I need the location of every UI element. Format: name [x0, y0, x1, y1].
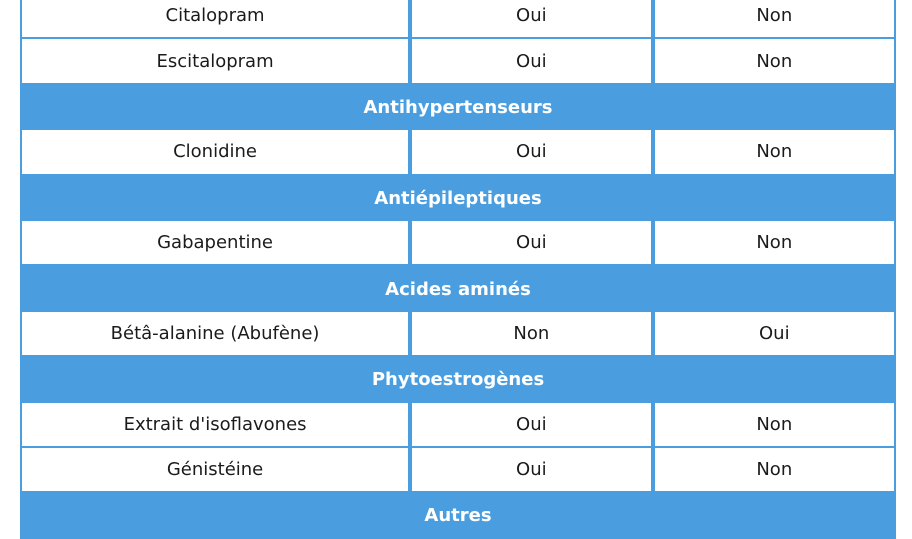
- section-header: Antihypertenseurs: [20, 85, 896, 130]
- table-row: [20, 403, 896, 448]
- drug-name-cell: Clonidine: [22, 130, 410, 173]
- drug-name-cell: Génistéine: [22, 448, 410, 491]
- yes-no-cell: Oui: [412, 221, 652, 264]
- yes-no-cell: Oui: [412, 39, 652, 82]
- yes-no-cell: Non: [655, 448, 894, 491]
- table-row: [20, 0, 896, 39]
- table-row: [20, 448, 896, 493]
- section-header: Antiépileptiques: [20, 176, 896, 221]
- yes-no-cell: Oui: [412, 403, 652, 446]
- table-row: [20, 130, 896, 175]
- yes-no-cell: Oui: [412, 130, 652, 173]
- yes-no-cell: Non: [655, 221, 894, 264]
- section-header: Autres: [20, 493, 896, 538]
- yes-no-cell: Non: [655, 130, 894, 173]
- drug-name-cell: Gabapentine: [22, 221, 410, 264]
- yes-no-cell: Non: [655, 39, 894, 82]
- yes-no-cell: Oui: [412, 0, 652, 37]
- medication-table: [20, 0, 896, 539]
- drug-name-cell: Extrait d'isoflavones: [22, 403, 410, 446]
- section-header: Acides aminés: [20, 266, 896, 311]
- yes-no-cell: Oui: [655, 312, 894, 355]
- table-row: [20, 312, 896, 357]
- drug-name-cell: Citalopram: [22, 0, 410, 37]
- table-row: [20, 221, 896, 266]
- yes-no-cell: Non: [412, 312, 652, 355]
- yes-no-cell: Oui: [412, 448, 652, 491]
- drug-name-cell: Bétâ-alanine (Abufène): [22, 312, 410, 355]
- drug-name-cell: Escitalopram: [22, 39, 410, 82]
- yes-no-cell: Non: [655, 0, 894, 37]
- section-header: Phytoestrogènes: [20, 357, 896, 402]
- yes-no-cell: Non: [655, 403, 894, 446]
- table-row: [20, 39, 896, 84]
